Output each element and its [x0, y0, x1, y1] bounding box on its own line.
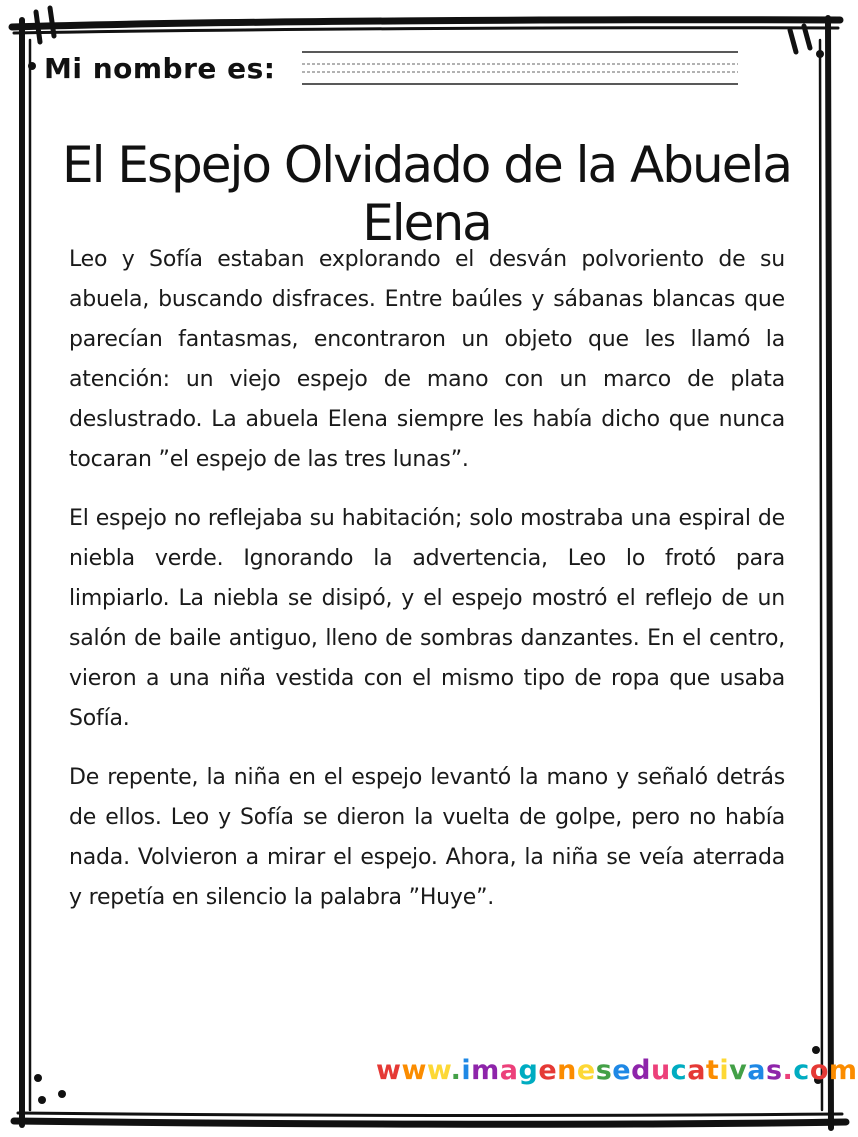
story-paragraph-1: Leo y Sofía estaban explorando el desván polvoriento de su abuela, buscando disfraces. Entre baúles y sábanas blancas que parecían fantasmas, encontraron un objeto que les llamó la atención: un viejo espejo de mano con un marco de plata deslustrado. La abuela Elena siempre les había dicho que nunca tocaran ”el espejo de las tres lunas”. [69, 247, 785, 472]
story-paragraph-2: El espejo no reflejaba su habitación; solo mostraba una espiral de niebla verde. Ignorando la advertencia, Leo lo frotó para limpiarlo. La niebla se disipó, y el espejo mostró el reflejo de un salón de baile antiguo, lleno de sombras danzantes. En el centro, vieron a una niña vestida con el mismo tipo de ropa que usaba Sofía. [69, 506, 785, 731]
name-label: Mi nombre es: [44, 52, 276, 85]
story-paragraph-3: De repente, la niña en el espejo levantó la mano y señaló detrás de ellos. Leo y Sofía se dieron la vuelta de golpe, pero no había nada. Volvieron a mirar el espejo. Ahora, la niña se veía aterrada y repetía en silencio la palabra ”Huye”. [69, 765, 785, 910]
story-body [69, 240, 785, 937]
website-link[interactable]: www.imageneseducativas.com [376, 1055, 858, 1086]
name-write-lines[interactable] [302, 48, 738, 88]
name-row [44, 48, 744, 98]
page-title: El Espejo Olvidado de la Abuela Elena [62, 135, 791, 252]
